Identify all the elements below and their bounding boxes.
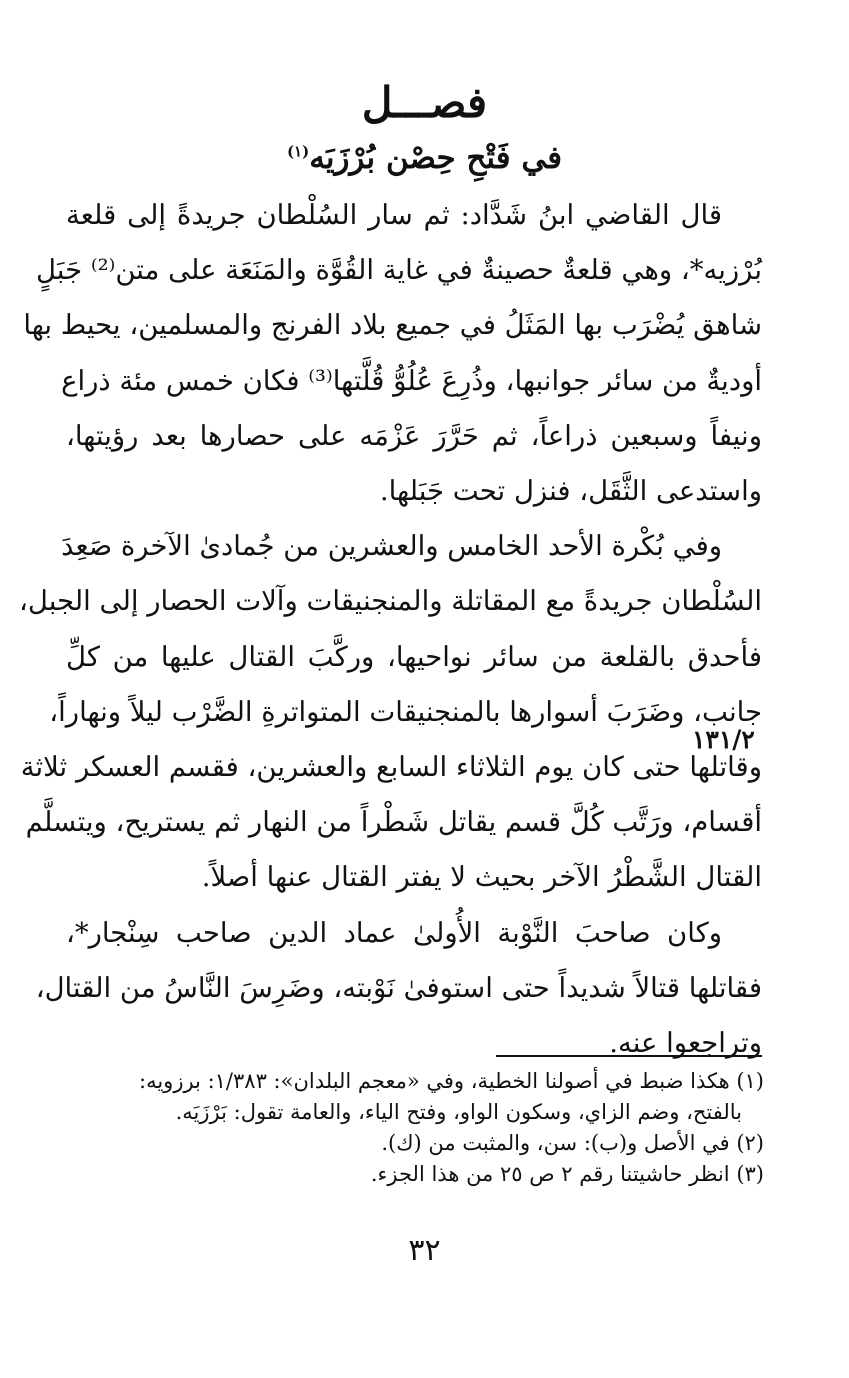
footnote-3: (٣) انظر حاشيتنا رقم ٢ ص ٢٥ من هذا الجزء. [370, 1162, 764, 1186]
footnotes [66, 1066, 764, 1190]
text-line: أوديةٌ من سائر جوانبها، وذُرِعَ عُلُوُّ قُلَّتها⁽³⁾ فكان خمس مئة ذراع [61, 364, 762, 397]
text-line: ونيفاً وسبعين ذراعاً، ثم حَرَّرَ عَزْمَه على حصارها بعد رؤيتها، [66, 419, 762, 452]
chapter-title: فصـــل [361, 78, 488, 127]
text-line: السُلْطان جريدةً مع المقاتلة والمنجنيقات وآلات الحصار إلى الجبل، [19, 585, 762, 618]
text-line: قال القاضي ابنُ شَدَّاد: ثم سار السُلْطان جريدةً إلى قلعة [66, 199, 722, 231]
footnote-2: (٢) في الأصل و(ب): سن، والمثبت من (ك). [381, 1131, 764, 1155]
text-line: وتراجعوا عنه. [609, 1027, 762, 1060]
text-line: شاهق يُضْرَب بها المَثَلُ في جميع بلاد الفرنج والمسلمين، يحيط بها [23, 309, 762, 342]
text-line: القتال الشَّطْرُ الآخر بحيث لا يفتر القتال عنها أصلاً. [201, 861, 762, 894]
subtitle-text: في فَتْحِ حِصْن بُرْزَيَه [309, 140, 563, 176]
text-line: وفي بُكْرة الأحد الخامس والعشرين من جُمادىٰ الآخرة صَعِدَ [61, 530, 722, 563]
paragraph-2 [19, 519, 762, 905]
footnote-1: (١) هكذا ضبط في أصولنا الخطية، وفي «معجم البلدان»: ١/٣٨٣: برزويه: [139, 1069, 764, 1093]
text-line: فقاتلها قتالاً شديداً حتى استوفىٰ نَوْبته، وضَرِسَ النَّاسُ من القتال، [35, 971, 762, 1004]
paragraph-1 [23, 188, 762, 519]
text-line: وقاتلها حتى كان يوم الثلاثاء السابع والعشرين، فقسم العسكر ثلاثة [20, 751, 762, 784]
subtitle-footnote-ref: (١) [286, 142, 310, 161]
main-text [19, 188, 762, 1071]
text-line: بُرْزيه*، وهي قلعةٌ حصينةٌ في غاية القُوَّة والمَنَعَة على متن⁽²⁾ جَبَلٍ [35, 254, 762, 287]
marginal-page-reference: ١٣١/٢ [692, 725, 755, 754]
text-line: واستدعى الثَّقَل، فنزل تحت جَبَلها. [379, 475, 762, 508]
page-number: ٣٢ [408, 1233, 441, 1268]
text-line: وكان صاحبَ النَّوْبة الأُولىٰ عماد الدين صاحب سِنْجار*، [66, 916, 722, 949]
text-line: فأحدق بالقلعة من سائر نواحيها، وركَّبَ القتال عليها من كلِّ [66, 640, 762, 673]
text-line: أقسام، ورَتَّب كُلَّ قسم يقاتل شَطْراً من النهار ثم يستريح، ويتسلَّم [25, 806, 762, 839]
chapter-subtitle [0, 138, 849, 178]
text-line: جانب، وضَرَبَ أسوارها بالمنجنيقات المتواترةِ الضَّرْب ليلاً ونهاراً، [49, 695, 762, 728]
footnote-separator [496, 1055, 762, 1057]
footnote-1-continued: بالفتح، وضم الزاي، وسكون الواو، وفتح الياء، والعامة تقول: بَرْزَيَه. [175, 1100, 742, 1124]
paragraph-3 [35, 906, 762, 1072]
